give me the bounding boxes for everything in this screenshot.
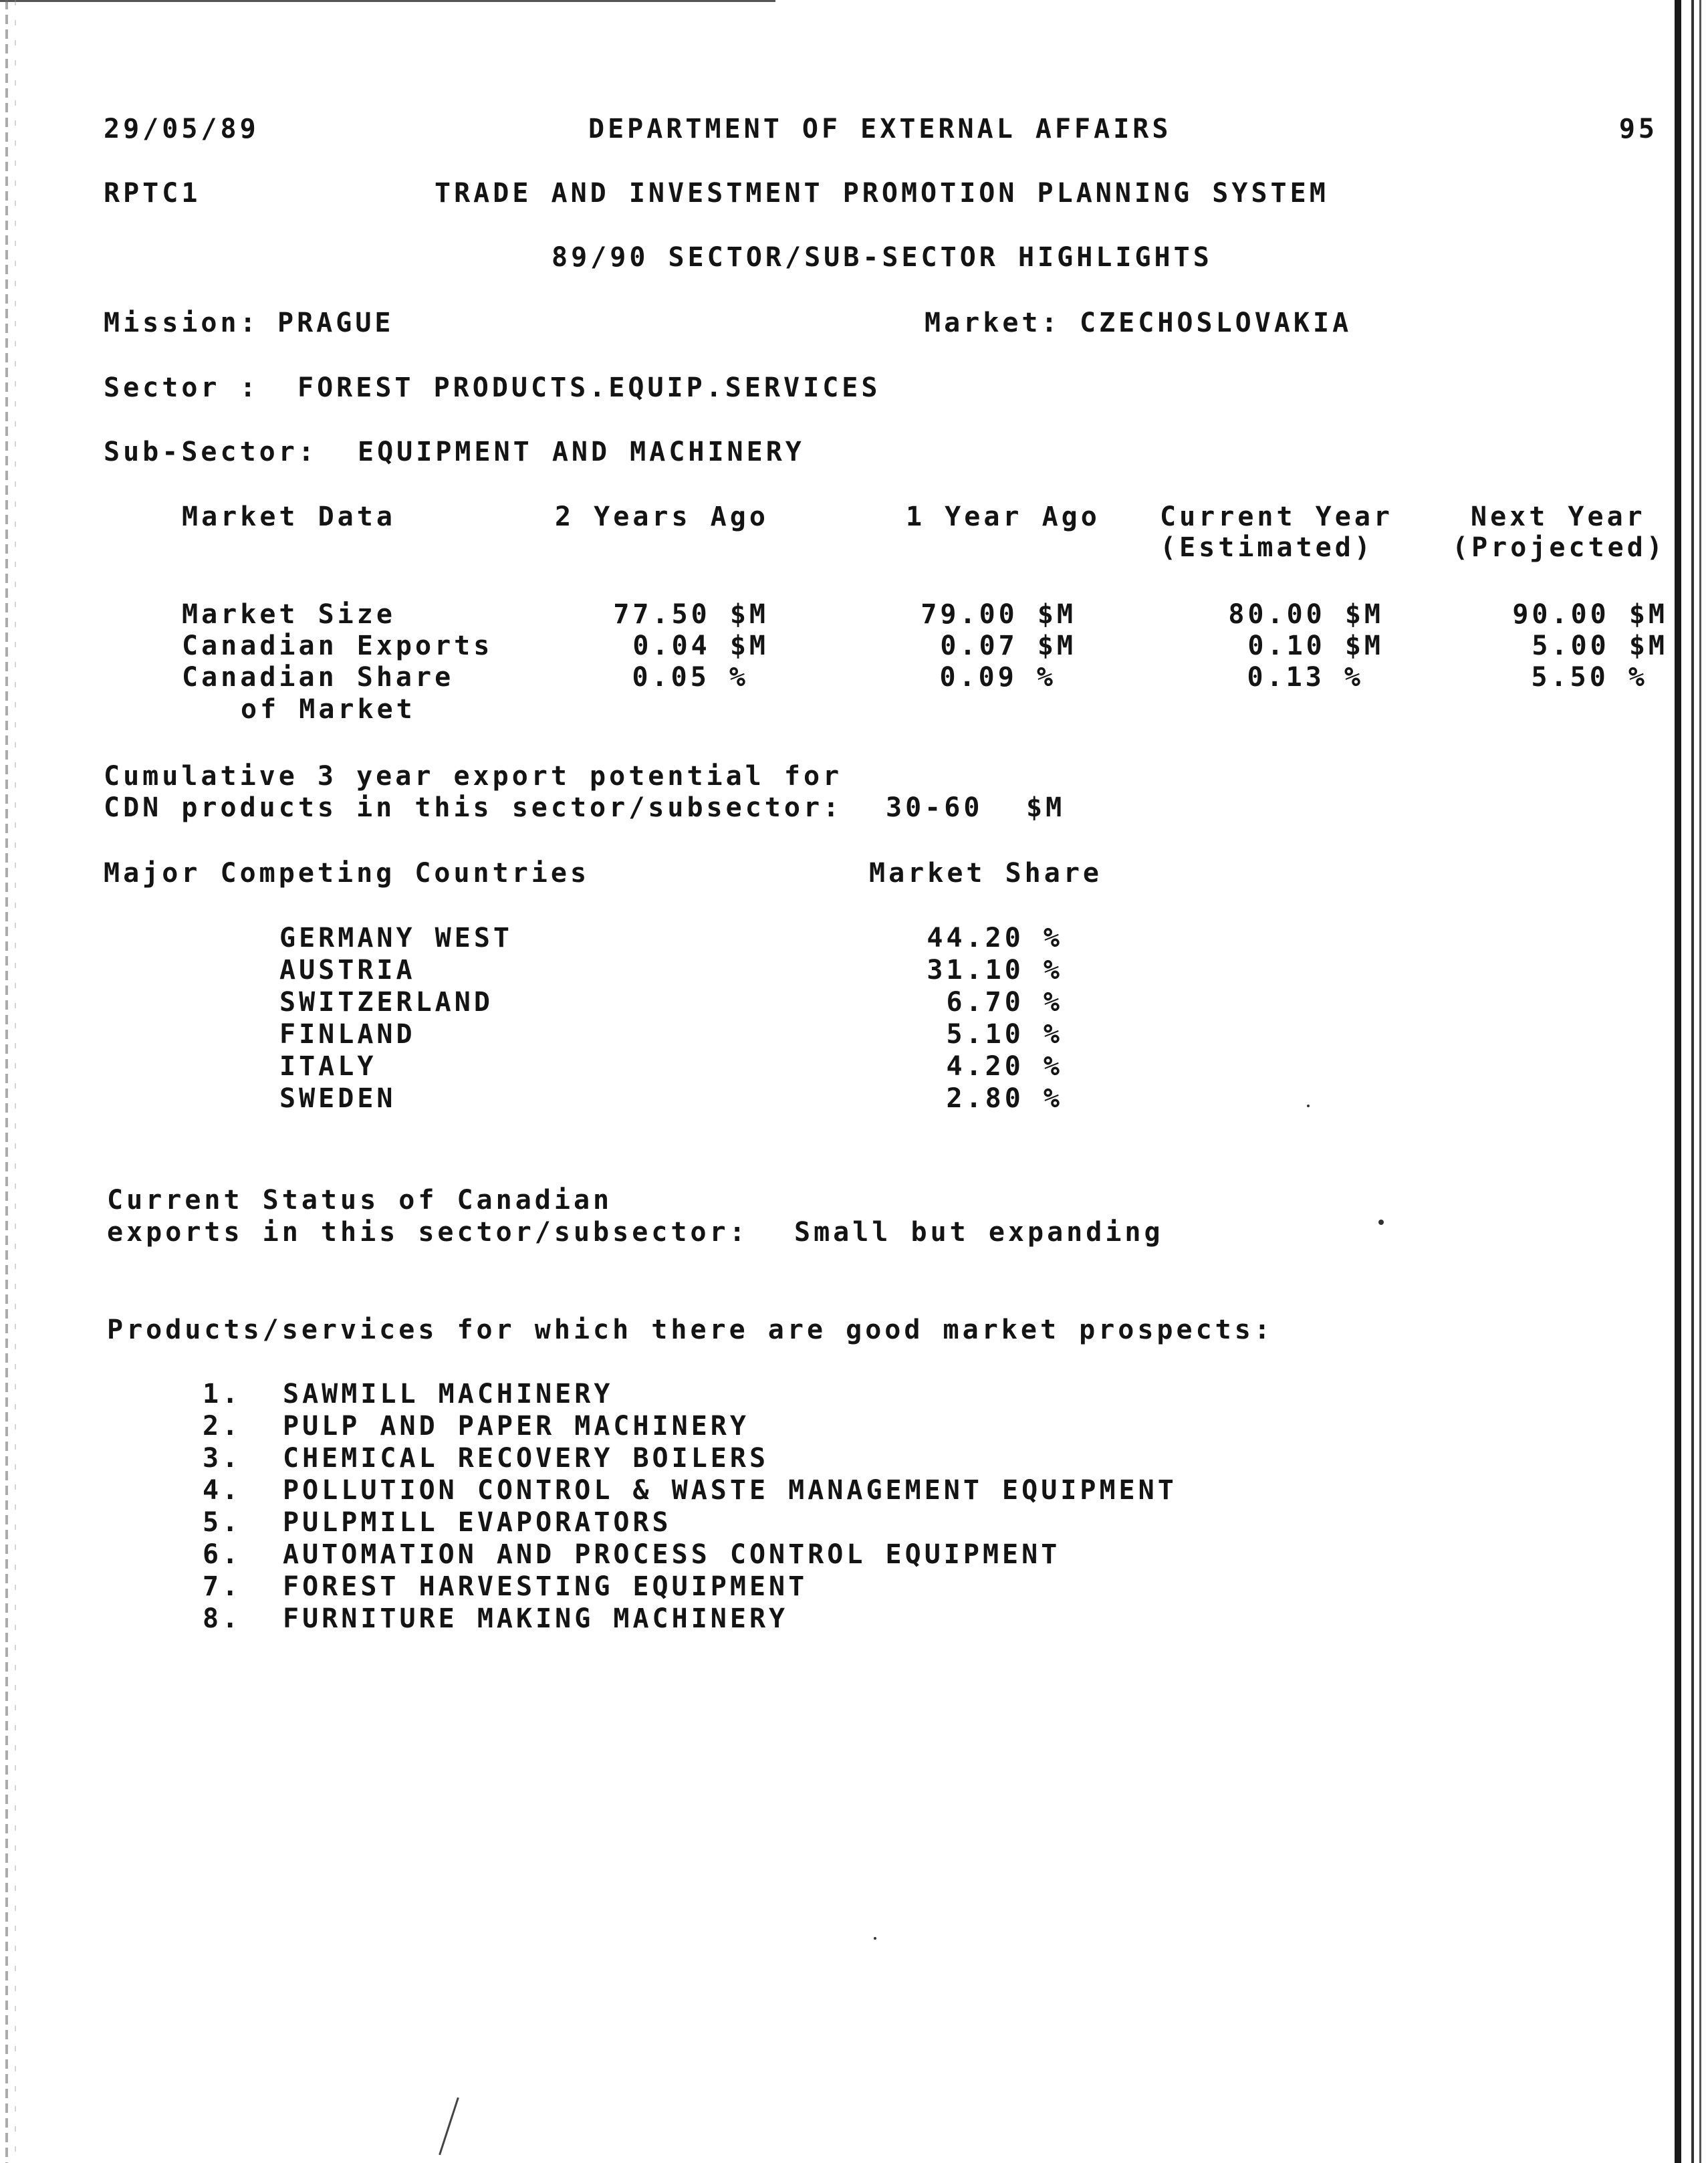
cell-next-year: 90.00 $M xyxy=(1512,599,1668,630)
competitor-share: 6.70 % xyxy=(946,987,1063,1018)
col-header-current-year-note: (Estimated) xyxy=(1160,532,1374,563)
scan-speck xyxy=(1307,1105,1310,1107)
item-text: PULP AND PAPER MACHINERY xyxy=(283,1411,749,1442)
item-number: 4. xyxy=(203,1475,242,1506)
scan-edge-top xyxy=(0,0,775,2)
item-text: AUTOMATION AND PROCESS CONTROL EQUIPMENT xyxy=(283,1539,1061,1570)
mission-value: PRAGUE xyxy=(277,308,394,338)
row-label-continued: of Market xyxy=(241,694,416,725)
cell-current-year: 80.00 $M xyxy=(1228,599,1384,630)
cell-two-years-ago: 0.04 $M xyxy=(632,631,769,661)
item-text: PULPMILL EVAPORATORS xyxy=(283,1507,672,1538)
item-text: SAWMILL MACHINERY xyxy=(283,1379,614,1409)
row-label: Canadian Exports xyxy=(182,631,493,661)
scan-speck xyxy=(874,1937,876,1940)
scan-edge-left-inner xyxy=(15,0,16,2163)
export-potential-line1: Cumulative 3 year export potential for xyxy=(104,761,843,792)
export-potential-unit: $M xyxy=(1026,792,1066,823)
competitor-country: GERMANY WEST xyxy=(279,923,513,953)
item-number: 1. xyxy=(203,1379,242,1409)
competitor-country: FINLAND xyxy=(279,1019,416,1050)
item-text: FOREST HARVESTING EQUIPMENT xyxy=(283,1571,808,1602)
item-text: FURNITURE MAKING MACHINERY xyxy=(283,1603,789,1634)
report-date: 29/05/89 xyxy=(104,114,259,144)
competitor-share: 44.20 % xyxy=(927,923,1063,953)
cell-one-year-ago: 0.07 $M xyxy=(940,631,1076,661)
row-label: Canadian Share xyxy=(182,662,455,693)
item-number: 2. xyxy=(203,1411,242,1442)
scan-edge-right-outer xyxy=(1699,0,1701,2163)
scan-speck xyxy=(1378,1220,1384,1225)
scan-edge-right xyxy=(1675,0,1681,2163)
cell-next-year: 5.00 $M xyxy=(1532,631,1668,661)
report-id: RPTC1 xyxy=(104,178,201,209)
item-number: 8. xyxy=(203,1603,242,1634)
competitor-share: 4.20 % xyxy=(946,1051,1063,1082)
prospects-heading: Products/services for which there are good market prospects: xyxy=(107,1315,1273,1345)
competitor-country: SWEDEN xyxy=(279,1083,396,1114)
competitor-country: ITALY xyxy=(279,1051,377,1082)
sub-sector-value: EQUIPMENT AND MACHINERY xyxy=(358,437,805,467)
cell-current-year: 0.13 % xyxy=(1247,662,1364,693)
cell-next-year: 5.50 % xyxy=(1531,662,1648,693)
col-header-one-year-ago: 1 Year Ago xyxy=(906,501,1100,532)
export-potential-value: 30-60 xyxy=(886,792,983,823)
cell-two-years-ago: 0.05 % xyxy=(632,662,749,693)
competitor-share: 2.80 % xyxy=(946,1083,1063,1114)
page-number: 95 xyxy=(1618,114,1658,144)
col-header-next-year: Next Year xyxy=(1471,501,1646,532)
item-text: POLLUTION CONTROL & WASTE MANAGEMENT EQUIPMENT xyxy=(283,1475,1177,1506)
system-title: TRADE AND INVESTMENT PROMOTION PLANNING SYSTEM xyxy=(435,178,1329,209)
market-share-header: Market Share xyxy=(869,858,1102,889)
market-value: CZECHOSLOVAKIA xyxy=(1080,308,1352,338)
scan-edge-right-inner xyxy=(1691,0,1694,2163)
item-number: 6. xyxy=(203,1539,242,1570)
item-text: CHEMICAL RECOVERY BOILERS xyxy=(283,1443,769,1474)
competitor-share: 31.10 % xyxy=(927,955,1063,986)
competitors-header: Major Competing Countries xyxy=(104,858,590,889)
scan-scratch xyxy=(439,2097,459,2156)
sector-value: FOREST PRODUCTS.EQUIP.SERVICES xyxy=(297,372,881,403)
cell-current-year: 0.10 $M xyxy=(1247,631,1384,661)
col-header-two-years-ago: 2 Years Ago xyxy=(555,501,769,532)
col-header-current-year: Current Year xyxy=(1160,501,1393,532)
competitor-country: AUSTRIA xyxy=(279,955,416,986)
row-label: Market Size xyxy=(182,599,396,630)
item-number: 3. xyxy=(203,1443,242,1474)
status-value: Small but expanding xyxy=(794,1217,1164,1248)
status-line2: exports in this sector/subsector: xyxy=(107,1217,749,1248)
competitor-share: 5.10 % xyxy=(946,1019,1063,1050)
item-number: 5. xyxy=(203,1507,242,1538)
report-title: 89/90 SECTOR/SUB-SECTOR HIGHLIGHTS xyxy=(552,242,1213,273)
cell-two-years-ago: 77.50 $M xyxy=(613,599,769,630)
col-header-market-data: Market Data xyxy=(182,501,396,532)
sector-label: Sector : xyxy=(104,372,259,403)
status-line1: Current Status of Canadian xyxy=(107,1185,613,1216)
cell-one-year-ago: 79.00 $M xyxy=(921,599,1076,630)
export-potential-line2: CDN products in this sector/subsector: xyxy=(104,792,843,823)
sub-sector-label: Sub-Sector: xyxy=(104,437,318,467)
col-header-next-year-note: (Projected) xyxy=(1452,532,1666,563)
item-number: 7. xyxy=(203,1571,242,1602)
department-title: DEPARTMENT OF EXTERNAL AFFAIRS xyxy=(588,114,1172,144)
mission-label: Mission: xyxy=(104,308,259,338)
scan-edge-left xyxy=(5,0,8,2163)
competitor-country: SWITZERLAND xyxy=(279,987,493,1018)
market-label: Market: xyxy=(925,308,1061,338)
cell-one-year-ago: 0.09 % xyxy=(939,662,1056,693)
